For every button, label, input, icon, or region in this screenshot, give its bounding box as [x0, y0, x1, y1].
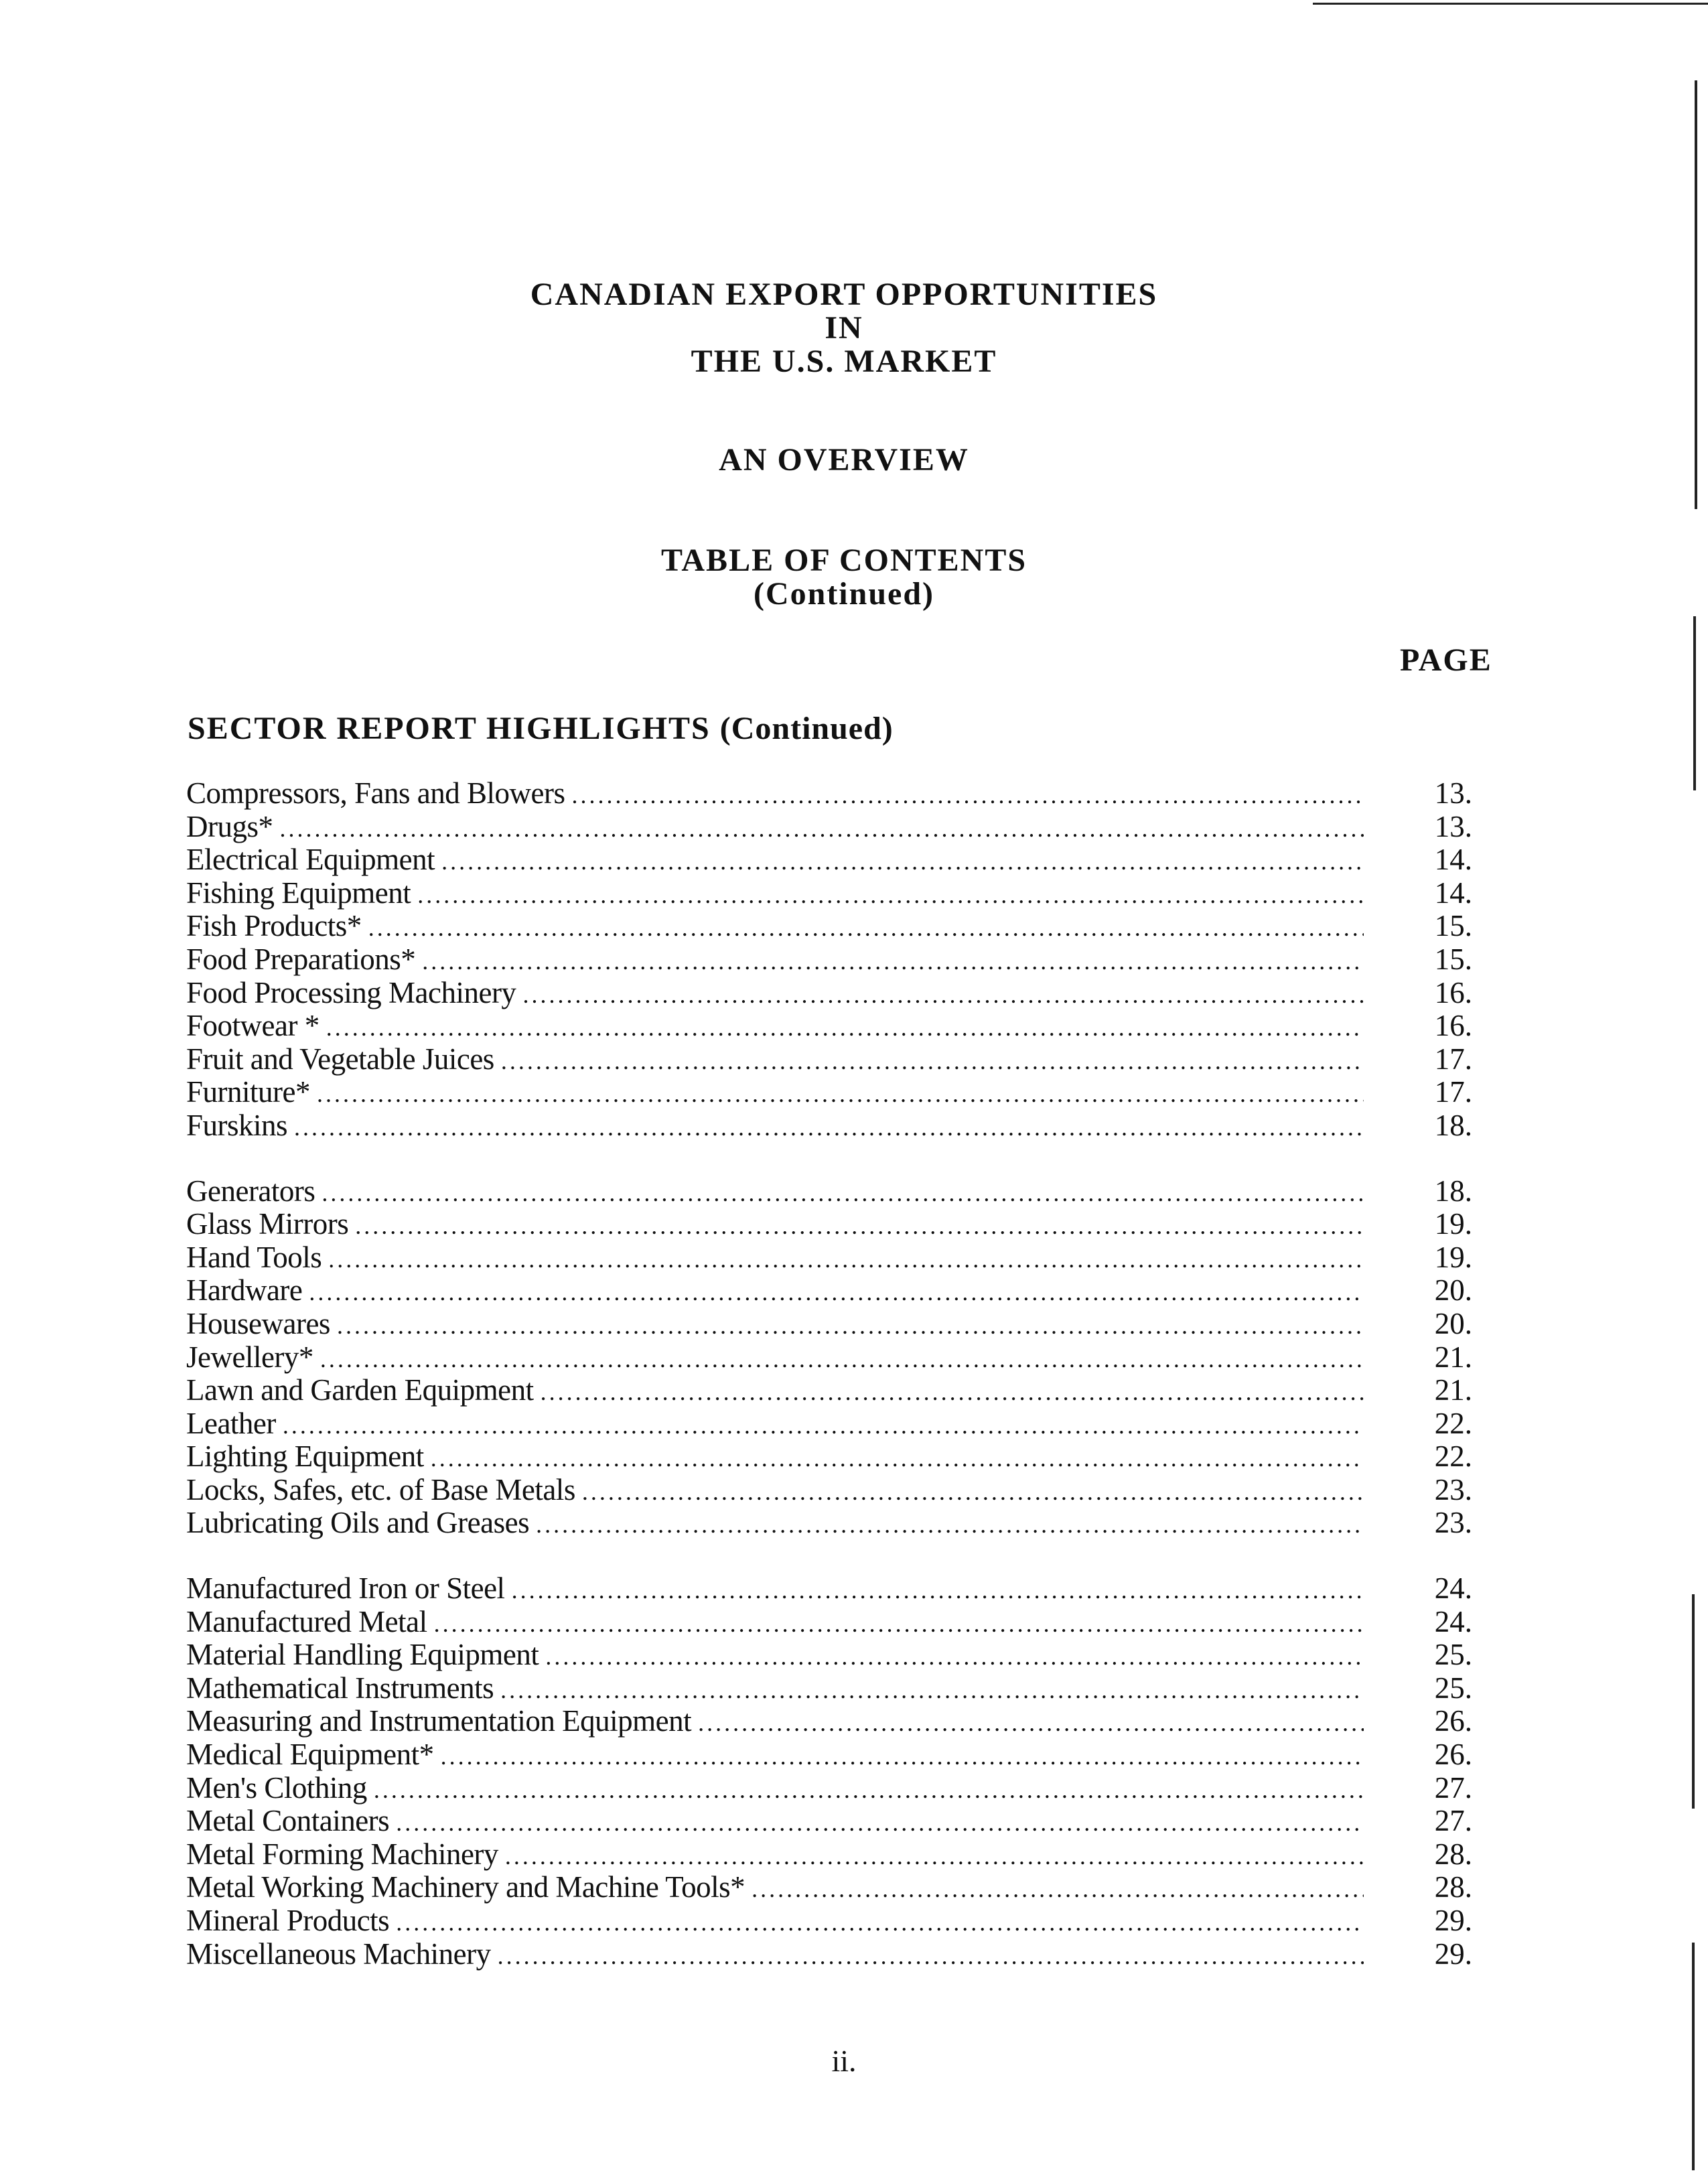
- toc-dot-leader: [545, 1640, 1364, 1674]
- toc-entry: [186, 811, 1472, 844]
- toc-entry: [186, 877, 1472, 910]
- toc-dot-leader: [374, 1774, 1364, 1807]
- scan-edge-right: [1692, 1943, 1695, 2170]
- toc-dot-leader: [500, 1674, 1364, 1707]
- toc-entry-label: Manufactured Metal: [186, 1604, 427, 1638]
- toc-entry-label: Fruit and Vegetable Juices: [186, 1042, 494, 1076]
- toc-entry: [186, 1705, 1472, 1738]
- toc-entry-page: 16.: [1434, 975, 1472, 1009]
- toc-entry: [186, 1938, 1472, 1971]
- page-column-label: PAGE: [1400, 642, 1492, 678]
- toc-entry-page: 23.: [1434, 1472, 1472, 1506]
- toc-entry-page: 17.: [1434, 1075, 1472, 1109]
- document-title-line-1: CANADIAN EXPORT OPPORTUNITIES: [530, 277, 1158, 312]
- toc-entry-label: Men's Clothing: [186, 1770, 367, 1805]
- toc-entry: [186, 1076, 1472, 1109]
- toc-entry: [186, 1672, 1472, 1705]
- toc-dot-leader: [280, 813, 1364, 846]
- toc-dot-leader: [337, 1310, 1364, 1343]
- toc-dot-leader: [368, 912, 1364, 945]
- toc-entry-page: 23.: [1434, 1506, 1472, 1540]
- toc-entry-label: Hand Tools: [186, 1240, 322, 1274]
- document-title-line-3: THE U.S. MARKET: [691, 344, 997, 379]
- toc-entry: [186, 1474, 1472, 1507]
- toc-entry-label: Mathematical Instruments: [186, 1671, 494, 1705]
- toc-entry-label: Hardware: [186, 1273, 303, 1308]
- toc-dot-leader: [322, 1177, 1364, 1210]
- toc-entry-label: Metal Containers: [186, 1804, 390, 1838]
- toc-entry: [186, 1871, 1472, 1904]
- toc-dot-leader: [441, 1740, 1364, 1774]
- title-block: [0, 278, 1688, 378]
- toc-entry-label: Food Processing Machinery: [186, 975, 516, 1009]
- toc-entry-label: Leather: [186, 1406, 276, 1440]
- toc-entry: [186, 1407, 1472, 1441]
- toc-dot-leader: [512, 1574, 1364, 1608]
- toc-entry-label: Footwear *: [186, 1009, 319, 1043]
- toc-entry: [186, 977, 1472, 1010]
- toc-entry-label: Furniture*: [186, 1075, 310, 1109]
- toc-entry-page: 18.: [1434, 1108, 1472, 1142]
- toc-dot-leader: [752, 1873, 1364, 1906]
- toc-group: [186, 1175, 1472, 1541]
- toc-entry-label: Housewares: [186, 1306, 330, 1340]
- toc-continued: (Continued): [753, 576, 935, 612]
- toc-entry-label: Furskins: [186, 1108, 288, 1142]
- toc-entry-page: 26.: [1434, 1738, 1472, 1772]
- toc-entry-label: Drugs*: [186, 809, 273, 843]
- scan-edge-right: [1692, 1594, 1695, 1809]
- toc-entry: [186, 1241, 1472, 1275]
- toc-entry: [186, 1374, 1472, 1407]
- toc-entry: [186, 1638, 1472, 1672]
- toc-entry-page: 13.: [1434, 809, 1472, 843]
- toc-entry-label: Glass Mirrors: [186, 1207, 349, 1241]
- toc-entry-label: Fishing Equipment: [186, 875, 411, 910]
- toc-entry: [186, 1440, 1472, 1474]
- toc-entry-label: Miscellaneous Machinery: [186, 1937, 491, 1971]
- toc-dot-leader: [434, 1608, 1364, 1641]
- toc-entry: [186, 1738, 1472, 1772]
- toc-entry-label: Measuring and Instrumentation Equipment: [186, 1704, 692, 1738]
- toc-dot-leader: [309, 1276, 1364, 1310]
- toc-entry: [186, 910, 1472, 943]
- toc-entry-label: Metal Forming Machinery: [186, 1837, 498, 1871]
- toc-entry: [186, 1805, 1472, 1838]
- document-subtitle: AN OVERVIEW: [719, 442, 969, 478]
- toc-dot-leader: [326, 1011, 1364, 1045]
- toc-entry-label: Food Preparations*: [186, 942, 416, 976]
- toc-entry-page: 29.: [1434, 1904, 1472, 1937]
- toc-entry: [186, 777, 1472, 811]
- toc-dot-leader: [571, 779, 1364, 813]
- page-number: ii.: [831, 2044, 857, 2078]
- toc-entry-page: 27.: [1434, 1770, 1472, 1805]
- toc-dot-leader: [522, 979, 1364, 1012]
- scan-edge-right: [1695, 80, 1697, 509]
- toc-dot-leader: [283, 1409, 1364, 1443]
- toc-entry-label: Compressors, Fans and Blowers: [186, 776, 565, 810]
- toc-entry-page: 18.: [1434, 1174, 1472, 1208]
- toc-entry-page: 28.: [1434, 1837, 1472, 1871]
- toc-dot-leader: [422, 945, 1364, 979]
- toc-dot-leader: [396, 1807, 1364, 1840]
- toc-entry-page: 25.: [1434, 1638, 1472, 1672]
- toc-entry: [186, 943, 1472, 977]
- toc-entry-page: 16.: [1434, 1009, 1472, 1043]
- toc-entry-label: Manufactured Iron or Steel: [186, 1571, 505, 1606]
- toc-dot-leader: [582, 1476, 1364, 1509]
- toc-entry-page: 14.: [1434, 843, 1472, 877]
- toc-entry: [186, 1572, 1472, 1606]
- toc-entry-page: 20.: [1434, 1306, 1472, 1340]
- toc-group: [186, 1572, 1472, 1971]
- toc-dot-leader: [501, 1045, 1364, 1078]
- toc-entry: [186, 1606, 1472, 1639]
- toc-dot-leader: [396, 1906, 1364, 1940]
- section-title: SECTOR REPORT HIGHLIGHTS: [188, 711, 711, 746]
- toc-entry-page: 24.: [1434, 1604, 1472, 1638]
- toc-dot-leader: [355, 1210, 1364, 1243]
- toc-dot-leader: [431, 1442, 1364, 1476]
- toc-entry-page: 20.: [1434, 1273, 1472, 1308]
- toc-entry-label: Locks, Safes, etc. of Base Metals: [186, 1472, 575, 1506]
- toc-entry-page: 26.: [1434, 1704, 1472, 1738]
- toc-entry: [186, 1043, 1472, 1076]
- toc-entry-label: Material Handling Equipment: [186, 1638, 539, 1672]
- toc-entry-page: 25.: [1434, 1671, 1472, 1705]
- toc-entry-page: 13.: [1434, 776, 1472, 810]
- toc-entry: [186, 1772, 1472, 1805]
- toc-entry-page: 15.: [1434, 909, 1472, 943]
- toc-entry-label: Generators: [186, 1174, 315, 1208]
- toc-entry-label: Electrical Equipment: [186, 843, 435, 877]
- toc-entry-page: 28.: [1434, 1870, 1472, 1904]
- subtitle-block: [0, 443, 1688, 477]
- toc-dot-leader: [441, 845, 1364, 879]
- toc-entry-page: 19.: [1434, 1240, 1472, 1274]
- toc-dot-leader: [417, 879, 1364, 912]
- toc-entry-label: Lighting Equipment: [186, 1440, 424, 1474]
- toc-entry: [186, 1009, 1472, 1043]
- toc-entry-label: Lawn and Garden Equipment: [186, 1373, 534, 1407]
- toc-entry-label: Lubricating Oils and Greases: [186, 1506, 530, 1540]
- toc-entry-page: 22.: [1434, 1406, 1472, 1440]
- toc-entry-page: 15.: [1434, 942, 1472, 976]
- toc-entry-page: 29.: [1434, 1937, 1472, 1971]
- toc-entry-label: Medical Equipment*: [186, 1738, 434, 1772]
- toc-entry-page: 24.: [1434, 1571, 1472, 1606]
- toc-entry-label: Fish Products*: [186, 909, 362, 943]
- toc-entry: [186, 1506, 1472, 1540]
- toc-dot-leader: [317, 1078, 1364, 1111]
- toc-dot-leader: [505, 1840, 1364, 1874]
- toc-entry-page: 17.: [1434, 1042, 1472, 1076]
- toc-entry-label: Metal Working Machinery and Machine Tools*: [186, 1870, 745, 1904]
- toc-entry-page: 19.: [1434, 1207, 1472, 1241]
- scan-edge-top: [1313, 3, 1708, 5]
- toc-entry-page: 21.: [1434, 1340, 1472, 1374]
- toc-entry: [186, 843, 1472, 877]
- toc-dot-leader: [698, 1707, 1364, 1740]
- toc-entry: [186, 1109, 1472, 1143]
- toc-entry: [186, 1175, 1472, 1208]
- toc-entry: [186, 1308, 1472, 1341]
- toc-entry: [186, 1208, 1472, 1241]
- scan-edge-right: [1693, 616, 1696, 790]
- toc-entry: [186, 1274, 1472, 1308]
- toc-entry-page: 21.: [1434, 1373, 1472, 1407]
- toc-entry-label: Mineral Products: [186, 1904, 390, 1937]
- toc-dot-leader: [328, 1243, 1364, 1277]
- toc-entry: [186, 1341, 1472, 1375]
- toc-entry: [186, 1838, 1472, 1872]
- document-title-line-2: IN: [825, 310, 863, 346]
- toc-entry: [186, 1904, 1472, 1938]
- toc-entry-label: Jewellery*: [186, 1340, 313, 1374]
- toc-entry-page: 22.: [1434, 1440, 1472, 1474]
- toc-dot-leader: [294, 1111, 1364, 1145]
- section-continued: (Continued): [719, 711, 894, 746]
- toc-title: TABLE OF CONTENTS: [660, 543, 1027, 578]
- toc-dot-leader: [498, 1940, 1364, 1973]
- section-heading: [188, 710, 894, 747]
- toc-dot-leader: [536, 1509, 1364, 1542]
- toc-title-block: [0, 544, 1688, 611]
- toc-list: [186, 777, 1472, 2003]
- toc-entry-page: 14.: [1434, 875, 1472, 910]
- toc-entry-page: 27.: [1434, 1804, 1472, 1838]
- toc-dot-leader: [541, 1376, 1364, 1409]
- toc-group: [186, 777, 1472, 1143]
- toc-dot-leader: [320, 1343, 1364, 1377]
